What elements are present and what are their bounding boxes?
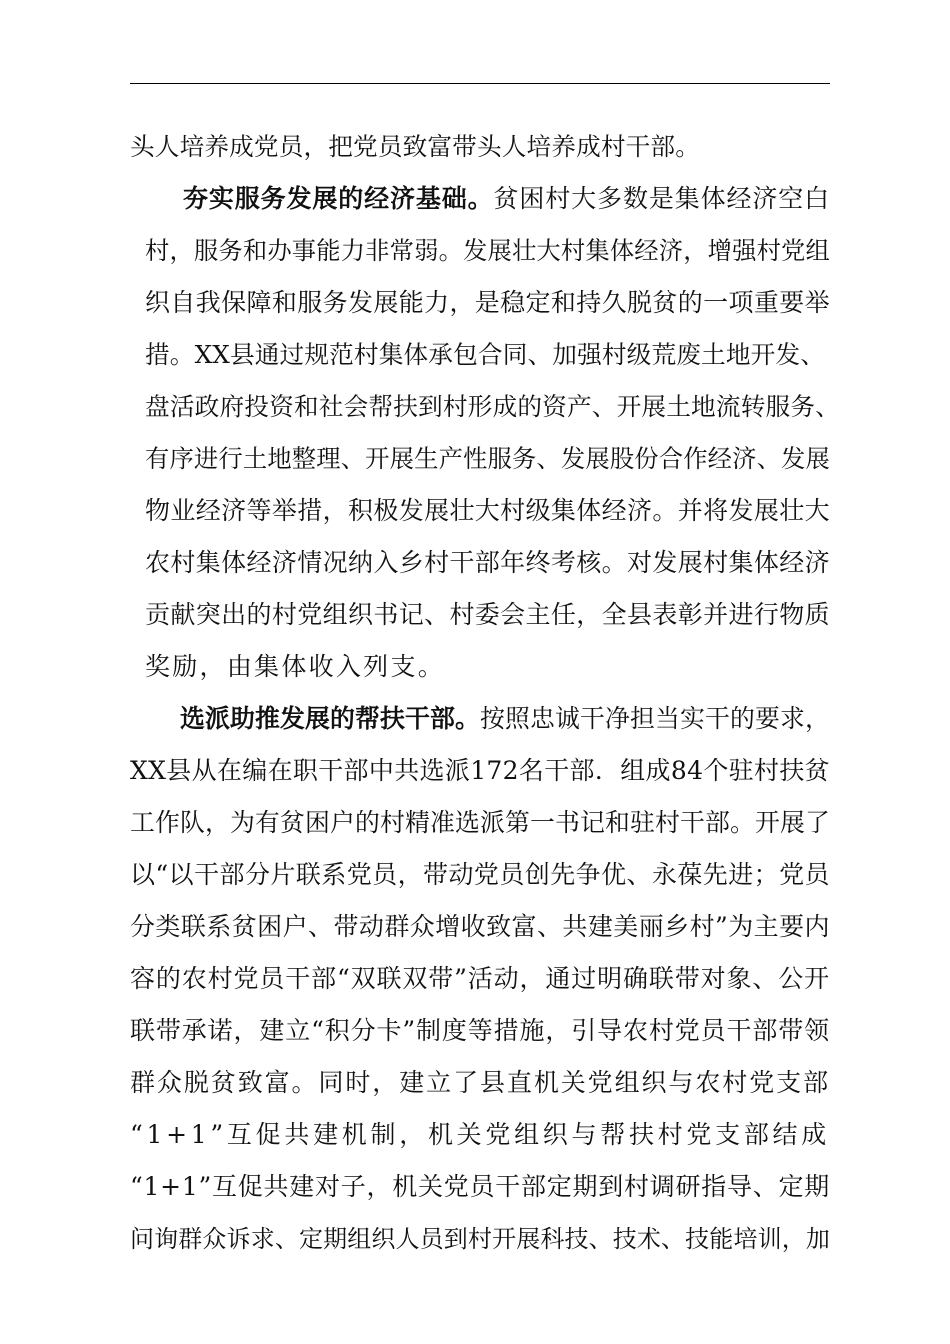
header-rule bbox=[130, 83, 830, 84]
text-line: 措。XX县通过规范村集体承包合同、加强村级荒废土地开发、 bbox=[145, 340, 825, 369]
text-line: 头人培养成党员，把党员致富带头人培养成村干部。 bbox=[130, 132, 700, 161]
text-line: 联带承诺，建立“积分卡”制度等措施，引导农村党员干部带领 bbox=[130, 1016, 830, 1045]
text-line: 盘活政府投资和社会帮扶到村形成的资产、开展土地流转服务、 bbox=[145, 392, 840, 421]
paragraph-heading: 选派助推发展的帮扶干部。 bbox=[180, 704, 480, 733]
text-line: “1+1”互促共建机制，机关党组织与帮扶村党支部结成 bbox=[130, 1120, 830, 1149]
paragraph-heading-line: 选派助推发展的帮扶干部。按照忠诚干净担当实干的要求， bbox=[180, 704, 830, 733]
text-line: 奖励，由集体收入列支。 bbox=[145, 652, 445, 681]
text-line: 贡献突出的村党组织书记、村委会主任，全县表彰并进行物质 bbox=[145, 600, 830, 629]
text-line: 容的农村党员干部“双联双带”活动，通过明确联带对象、公开 bbox=[130, 964, 830, 993]
text-line: 物业经济等举措，积极发展壮大村级集体经济。并将发展壮大 bbox=[145, 496, 830, 525]
text-line: 工作队，为有贫困户的村精准选派第一书记和驻村干部。开展了 bbox=[130, 808, 830, 837]
text-line: “1+1”互促共建对子，机关党员干部定期到村调研指导、定期 bbox=[130, 1172, 830, 1201]
text-line: 以“以干部分片联系党员，带动党员创先争优、永葆先进；党员 bbox=[130, 860, 830, 889]
text-line: 农村集体经济情况纳入乡村干部年终考核。对发展村集体经济 bbox=[145, 548, 830, 577]
text-line: 群众脱贫致富。同时，建立了县直机关党组织与农村党支部 bbox=[130, 1068, 830, 1097]
text-line: 村，服务和办事能力非常弱。发展壮大村集体经济，增强村党组 bbox=[145, 236, 830, 265]
paragraph-heading-line: 夯实服务发展的经济基础。贫困村大多数是集体经济空白 bbox=[183, 184, 830, 213]
text-line: 问询群众诉求、定期组织人员到村开展科技、技术、技能培训，加 bbox=[130, 1225, 830, 1253]
text-line: 有序进行土地整理、开展生产性服务、发展股份合作经济、发展 bbox=[145, 444, 830, 473]
text-line: 分类联系贫困户、带动群众增收致富、共建美丽乡村”为主要内 bbox=[130, 912, 830, 941]
paragraph-heading: 夯实服务发展的经济基础。 bbox=[183, 184, 494, 213]
text-line: XX县从在编在职干部中共选派172名干部．组成84个驻村扶贫 bbox=[130, 756, 830, 785]
text-line: 织自我保障和服务发展能力，是稳定和持久脱贫的一项重要举 bbox=[145, 288, 830, 317]
